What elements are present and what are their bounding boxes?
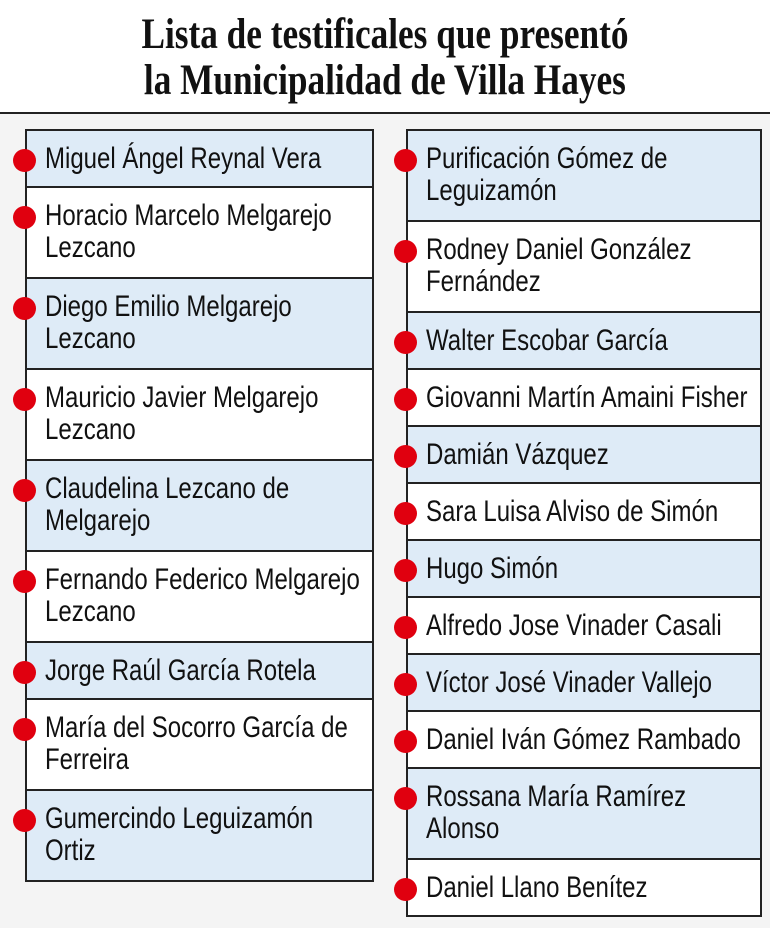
witness-name-line: Claudelina Lezcano de: [45, 472, 290, 505]
bullet-dot-icon: [13, 479, 36, 502]
witness-list-item: [27, 188, 372, 279]
bullet-dot-icon: [394, 878, 417, 901]
bullet-dot-icon: [394, 616, 417, 639]
witness-name-line: Víctor José Vinader Vallejo: [426, 666, 712, 699]
witness-name-line: Leguizamón: [426, 174, 557, 207]
bullet-dot-icon: [394, 149, 417, 172]
witness-list-item: [408, 313, 760, 370]
witness-name: [45, 382, 387, 446]
witness-name: [45, 655, 384, 687]
witness-list-item: [408, 427, 760, 484]
witness-name: [45, 143, 390, 175]
witness-name: [45, 291, 353, 355]
witness-list-item: [27, 279, 372, 370]
witness-list-item: [408, 712, 760, 769]
witness-name-line: Lezcano: [45, 595, 136, 628]
witness-name-line: Lezcano: [45, 231, 136, 264]
witness-name-line: Daniel Iván Gómez Rambado: [426, 723, 741, 756]
witness-name-line: Mauricio Javier Melgarejo: [45, 381, 319, 414]
witness-name-line: Purificación Gómez de: [426, 142, 668, 175]
witness-name: [426, 382, 770, 414]
bullet-dot-icon: [394, 730, 417, 753]
witness-name-line: Giovanni Martín Amaini Fisher: [426, 381, 748, 414]
witness-list-item: [408, 769, 760, 860]
witness-name: [426, 781, 751, 845]
bullet-dot-icon: [13, 718, 36, 741]
witness-list-item: [27, 643, 372, 700]
witness-name-line: María del Socorro García de: [45, 711, 348, 744]
witness-name-line: Daniel Llano Benítez: [426, 871, 648, 904]
witness-name-line: Alonso: [426, 812, 500, 845]
witness-name: [426, 234, 758, 298]
witness-list-item: [408, 860, 760, 917]
header: [0, 0, 770, 114]
witness-name: [45, 803, 380, 867]
witness-name-line: Diego Emilio Melgarejo: [45, 290, 292, 323]
bullet-dot-icon: [394, 787, 417, 810]
witness-name-line: Horacio Marcelo Melgarejo: [45, 199, 332, 232]
witness-name-line: Hugo Simón: [426, 552, 559, 585]
witness-name: [45, 712, 424, 776]
witness-name-line: Alfredo Jose Vinader Casali: [426, 609, 722, 642]
witness-name-line: Ferreira: [45, 743, 130, 776]
title-line-2: la Municipalidad de Villa Hayes: [144, 57, 626, 104]
witness-name: [426, 667, 770, 699]
bullet-dot-icon: [13, 206, 36, 229]
bullet-dot-icon: [394, 240, 417, 263]
witness-name-line: Rodney Daniel González: [426, 233, 692, 266]
witness-list-item: [27, 791, 372, 882]
witness-name-line: Sara Luisa Alviso de Simón: [426, 495, 719, 528]
bullet-dot-icon: [394, 445, 417, 468]
witness-name-line: Ortiz: [45, 834, 96, 867]
witness-name-line: Lezcano: [45, 322, 136, 355]
right-witness-list: [406, 129, 762, 917]
witness-list-item: [408, 598, 760, 655]
witness-name-line: Fernández: [426, 265, 541, 298]
witness-name: [426, 325, 728, 357]
bullet-dot-icon: [13, 809, 36, 832]
witness-name: [426, 724, 770, 756]
witness-name-line: Jorge Raúl García Rotela: [45, 654, 316, 687]
bullet-dot-icon: [394, 559, 417, 582]
bullet-dot-icon: [13, 297, 36, 320]
witness-name: [426, 872, 703, 904]
witness-name-line: Lezcano: [45, 413, 136, 446]
witness-list-item: [408, 655, 760, 712]
witness-list-item: [408, 370, 760, 427]
witness-name: [426, 553, 591, 585]
witness-list-item: [27, 552, 372, 643]
bullet-dot-icon: [394, 673, 417, 696]
witness-list-item: [408, 222, 760, 313]
left-witness-list: [25, 129, 374, 882]
bullet-dot-icon: [13, 570, 36, 593]
bullet-dot-icon: [13, 661, 36, 684]
witness-name-line: Miguel Ángel Reynal Vera: [45, 142, 322, 175]
witness-name-line: Gumercindo Leguizamón: [45, 802, 314, 835]
bullet-dot-icon: [13, 149, 36, 172]
bullet-dot-icon: [13, 388, 36, 411]
witness-list-item: [408, 131, 760, 222]
witness-list-item: [27, 131, 372, 188]
title-line-1: Lista de testificales que presentó: [141, 11, 629, 58]
witness-name: [45, 473, 350, 537]
witness-name: [45, 200, 403, 264]
witness-name-line: Fernando Federico Melgarejo: [45, 563, 360, 596]
bullet-dot-icon: [394, 388, 417, 411]
bullet-dot-icon: [394, 502, 417, 525]
bullet-dot-icon: [394, 331, 417, 354]
witness-name-line: Rossana María Ramírez: [426, 780, 687, 813]
witness-name: [426, 496, 770, 528]
witness-name-line: Melgarejo: [45, 504, 151, 537]
witness-list-item: [27, 461, 372, 552]
witness-name-line: Damián Vázquez: [426, 438, 609, 471]
witness-list-item: [408, 541, 760, 598]
witness-list-item: [27, 370, 372, 461]
witness-list-item: [408, 484, 760, 541]
witness-name: [426, 439, 654, 471]
witness-name-line: Walter Escobar García: [426, 324, 668, 357]
witness-name: [45, 564, 439, 628]
witness-name: [426, 610, 770, 642]
witness-name: [426, 143, 728, 207]
witness-list-item: [27, 700, 372, 791]
